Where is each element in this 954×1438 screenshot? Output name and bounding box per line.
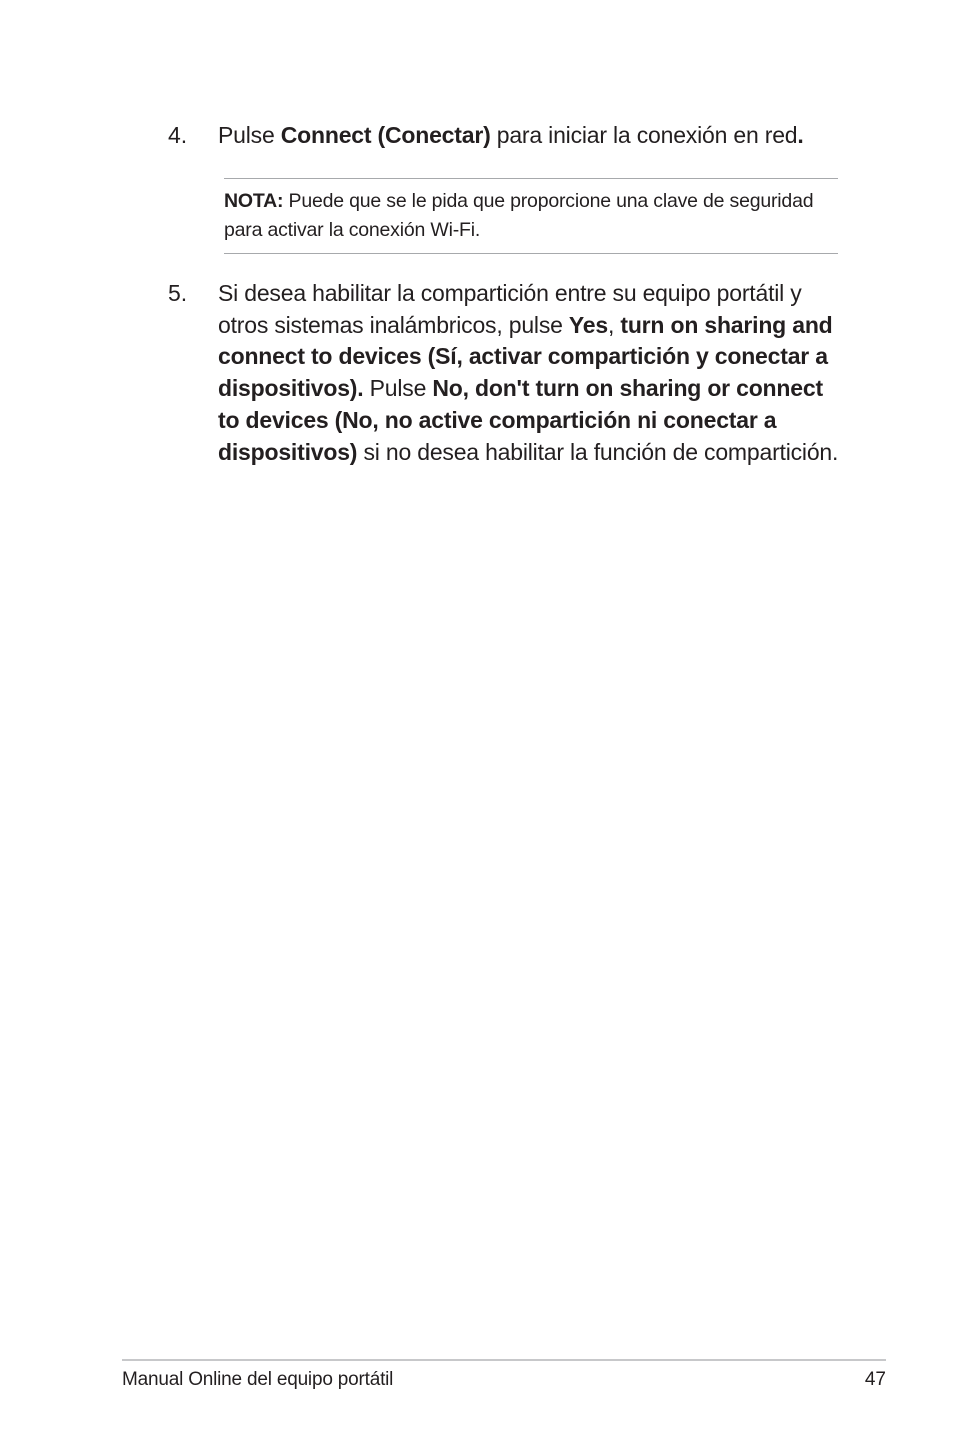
step-text-run: Si desea habilitar la compartición entre su equipo portátil y otros sistemas inalámbricos, pulse xyxy=(218,280,802,338)
note-box xyxy=(224,178,838,254)
step-number: 4. xyxy=(168,122,188,148)
step-text-run: , xyxy=(607,311,621,338)
footer-divider xyxy=(122,1359,886,1361)
step-text-run: Pulse xyxy=(218,122,281,148)
step-text-run: para iniciar la conexión en red xyxy=(490,122,798,148)
note-label: NOTA: xyxy=(224,190,284,212)
note-text xyxy=(224,187,824,245)
note-body: Puede que se le pida que proporcione una clave de seguridad para activar la conexión Wi-Fi. xyxy=(224,190,814,241)
yes-option-label: Yes xyxy=(568,311,608,338)
step-4 xyxy=(168,120,848,152)
step-5 xyxy=(168,278,848,468)
step-text-run: Pulse xyxy=(363,375,433,402)
no-sharing-option-label: No, don't turn on sharing or connect to devices (No, no active compartición ni conectar a dispositivos) xyxy=(218,375,823,465)
connect-button-label: Connect (Conectar) xyxy=(280,122,491,148)
step-text-run: si no desea habilitar la función de compartición. xyxy=(357,438,839,465)
footer-title: Manual Online del equipo portátil xyxy=(122,1369,394,1390)
step-text xyxy=(218,278,848,468)
step-text xyxy=(218,120,848,152)
step-text-run: . xyxy=(797,122,804,148)
step-number: 5. xyxy=(168,280,188,306)
page-number: 47 xyxy=(864,1369,886,1390)
sharing-option-label: turn on sharing and connect to devices (Sí, activar compartición y conectar a dispositivos). xyxy=(218,311,833,402)
